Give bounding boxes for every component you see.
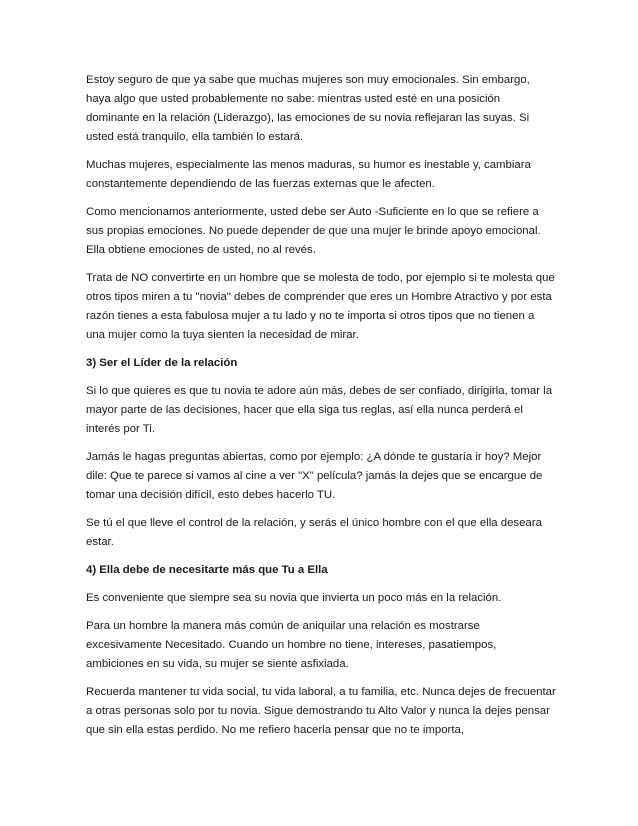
paragraph-no-molestar: Trata de NO convertirte en un hombre que se molesta de todo, por ejemplo si te molesta que otros tipos miren a tu "novia" debes de comprender que eres un Hombre Atractivo y por esta razón tienes a esta fabulosa mujer a tu lado y no te importa si otros tipos que no tienen a una mujer como la tuya sienten la necesidad de mirar.	[86, 272, 555, 341]
paragraph-confiado: Si lo que quieres es que tu novia te adore aún más, debes de ser confiado, dirigirla, tomar la mayor parte de las decisiones, hacer que ella siga tus reglas, así ella nunca perderá el interés por Ti.	[86, 385, 553, 435]
paragraph-control: Se tú el que lleve el control de la relación, y serás el único hombre con el que ella deseara estar.	[86, 517, 542, 548]
paragraph-preguntas: Jamás le hagas preguntas abiertas, como por ejemplo: ¿A dónde te gustaría ir hoy? Mejor dile: Que te parece si vamos al cine a ver "X" película? jamás la dejes que se encargue de tomar una decisión difícil, esto debes hacerlo TU.	[86, 451, 543, 501]
section-heading-lider: 3) Ser el Líder de la relación	[86, 357, 238, 369]
paragraph-invertir: Es conveniente que siempre sea su novia que invierta un poco más en la relación.	[86, 592, 502, 604]
paragraph-emociones: Estoy seguro de que ya sabe que muchas mujeres son muy emocionales. Sin embargo, haya algo que usted probablemente no sabe: mientras usted esté en una posición dominante en la relación (Liderazgo), las emociones de su novia reflejaran las suyas. Si usted está tranquilo, ella también lo estará.	[86, 74, 530, 143]
document-page	[86, 71, 556, 749]
paragraph-autosuficiente: Como mencionamos anteriormente, usted debe ser Auto -Suficiente en lo que se refiere a sus propias emociones. No puede depender de que una mujer le brinde apoyo emocional. Ella obtiene emociones de usted, no al revés.	[86, 206, 541, 256]
paragraph-necesitado: Para un hombre la manera más común de aniquilar una relación es mostrarse excesivamente Necesitado. Cuando un hombre no tiene, intereses, pasatiempos, ambiciones en su vida, su mujer se siente asfixiada.	[86, 620, 497, 670]
section-heading-necesitarte: 4) Ella debe de necesitarte más que Tu a Ella	[86, 564, 328, 576]
paragraph-vida-social: Recuerda mantener tu vida social, tu vida laboral, a tu familia, etc. Nunca dejes de frecuentar a otras personas solo por tu novia. Sigue demostrando tu Alto Valor y nunca la dejes pensar que sin ella estas perdido. No me refiero hacerla pensar que no te importa,	[86, 686, 556, 736]
paragraph-humor: Muchas mujeres, especialmente las menos maduras, su humor es inestable y, cambiara constantemente dependiendo de las fuerzas externas que le afecten.	[86, 159, 531, 190]
